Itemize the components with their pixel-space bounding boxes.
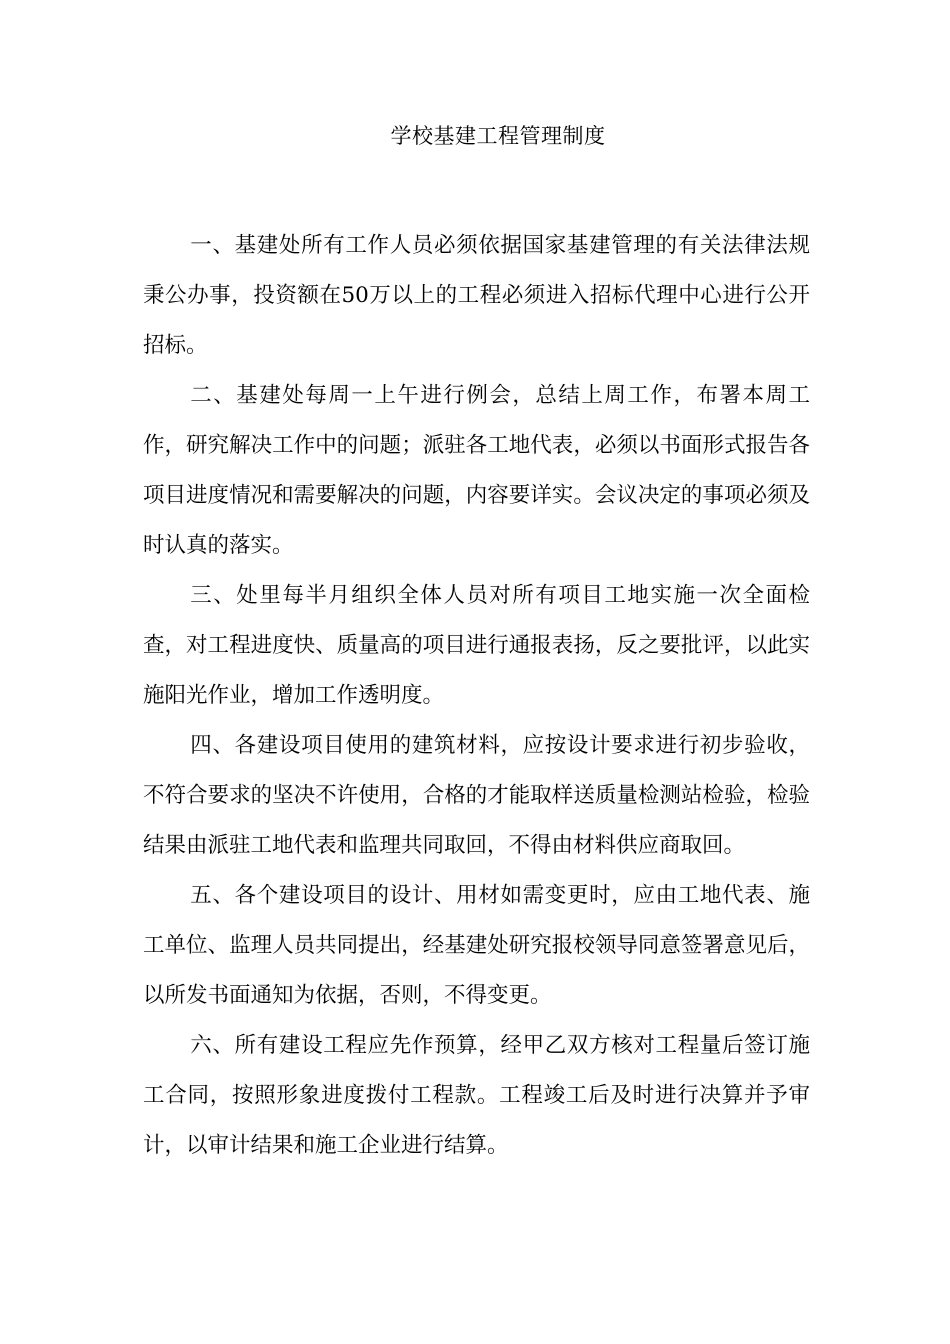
- paragraph-3: 三、处里每半月组织全体人员对所有项目工地实施一次全面检查，对工程进度快、质量高的项目进行通报表扬，反之要批评，以此实施阳光作业，增加工作透明度。: [143, 583, 810, 708]
- paragraph-5: 五、各个建设项目的设计、用材如需变更时，应由工地代表、施工单位、监理人员共同提出，经基建处研究报校领导同意签署意见后，以所发书面通知为依据，否则，不得变更。: [143, 883, 810, 1008]
- paragraph-6: 六、所有建设工程应先作预算，经甲乙双方核对工程量后签订施工合同，按照形象进度拨付工程款。工程竣工后及时进行决算并予审计，以审计结果和施工企业进行结算。: [143, 1033, 810, 1158]
- paragraph-2: 二、基建处每周一上午进行例会，总结上周工作，布署本周工作，研究解决工作中的问题；派驻各工地代表，必须以书面形式报告各项目进度情况和需要解决的问题，内容要详实。会议决定的事项必须及时认真的落实。: [143, 383, 810, 558]
- document-title: 学校基建工程管理制度: [390, 124, 606, 148]
- paragraph-4: 四、各建设项目使用的建筑材料，应按设计要求进行初步验收，不符合要求的坚决不许使用，合格的才能取样送质量检测站检验，检验结果由派驻工地代表和监理共同取回，不得由材料供应商取回。: [143, 733, 810, 858]
- document-body: [143, 221, 810, 1171]
- paragraph-1: 一、基建处所有工作人员必须依据国家基建管理的有关法律法规秉公办事，投资额在50万以上的工程必须进入招标代理中心进行公开招标。: [143, 233, 810, 358]
